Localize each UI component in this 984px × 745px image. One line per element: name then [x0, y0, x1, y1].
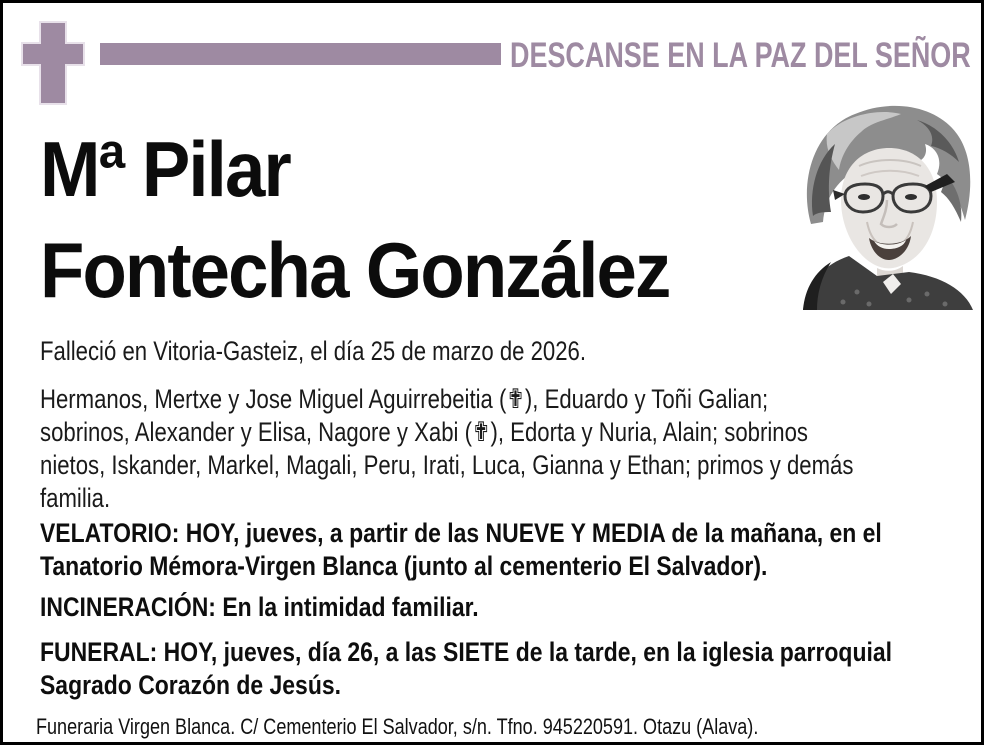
funeral-home-info: Funeraria Virgen Blanca. C/ Cementerio El Salvador, s/n. Tfno. 945220591. Otazu (Alava). — [36, 714, 759, 739]
motto-text: DESCANSE EN LA PAZ DEL SEÑOR — [510, 36, 971, 75]
funeral-paragraph — [40, 636, 892, 702]
portrait-photo — [797, 104, 979, 310]
velatorio-line: VELATORIO: HOY, jueves, a partir de las NUEVE Y MEDIA de la mañana, en el — [40, 518, 882, 548]
death-notice — [40, 335, 586, 368]
cross-icon — [21, 21, 85, 105]
incineracion-paragraph — [40, 591, 479, 624]
deceased-name — [40, 119, 669, 321]
velatorio-line: Tanatorio Mémora-Virgen Blanca (junto al cementerio El Salvador). — [40, 551, 768, 581]
funeral-line: FUNERAL: HOY, jueves, día 26, a las SIETE de la tarde, en la iglesia parroquial — [40, 637, 892, 667]
deceased-name-line1: Mª Pilar — [40, 125, 290, 213]
family-line: Hermanos, Mertxe y Jose Miguel Aguirrebeitia (✟), Eduardo y Toñi Galian; — [40, 384, 769, 414]
incineracion-line: INCINERACIÓN: En la intimidad familiar. — [40, 592, 479, 622]
family-line: familia. — [40, 483, 111, 513]
header-bar — [100, 43, 501, 65]
velatorio-paragraph — [40, 517, 882, 583]
funeral-line: Sagrado Corazón de Jesús. — [40, 670, 341, 700]
family-line: nietos, Iskander, Markel, Magali, Peru, Irati, Luca, Gianna y Ethan; primos y demás — [40, 450, 854, 480]
family-paragraph — [40, 383, 853, 515]
deceased-name-line2: Fontecha González — [40, 226, 670, 314]
family-line: sobrinos, Alexander y Elisa, Nagore y Xabi (✟), Edorta y Nuria, Alain; sobrinos — [40, 417, 808, 447]
death-notice-line: Falleció en Vitoria-Gasteiz, el día 25 de marzo de 2026. — [40, 336, 587, 366]
